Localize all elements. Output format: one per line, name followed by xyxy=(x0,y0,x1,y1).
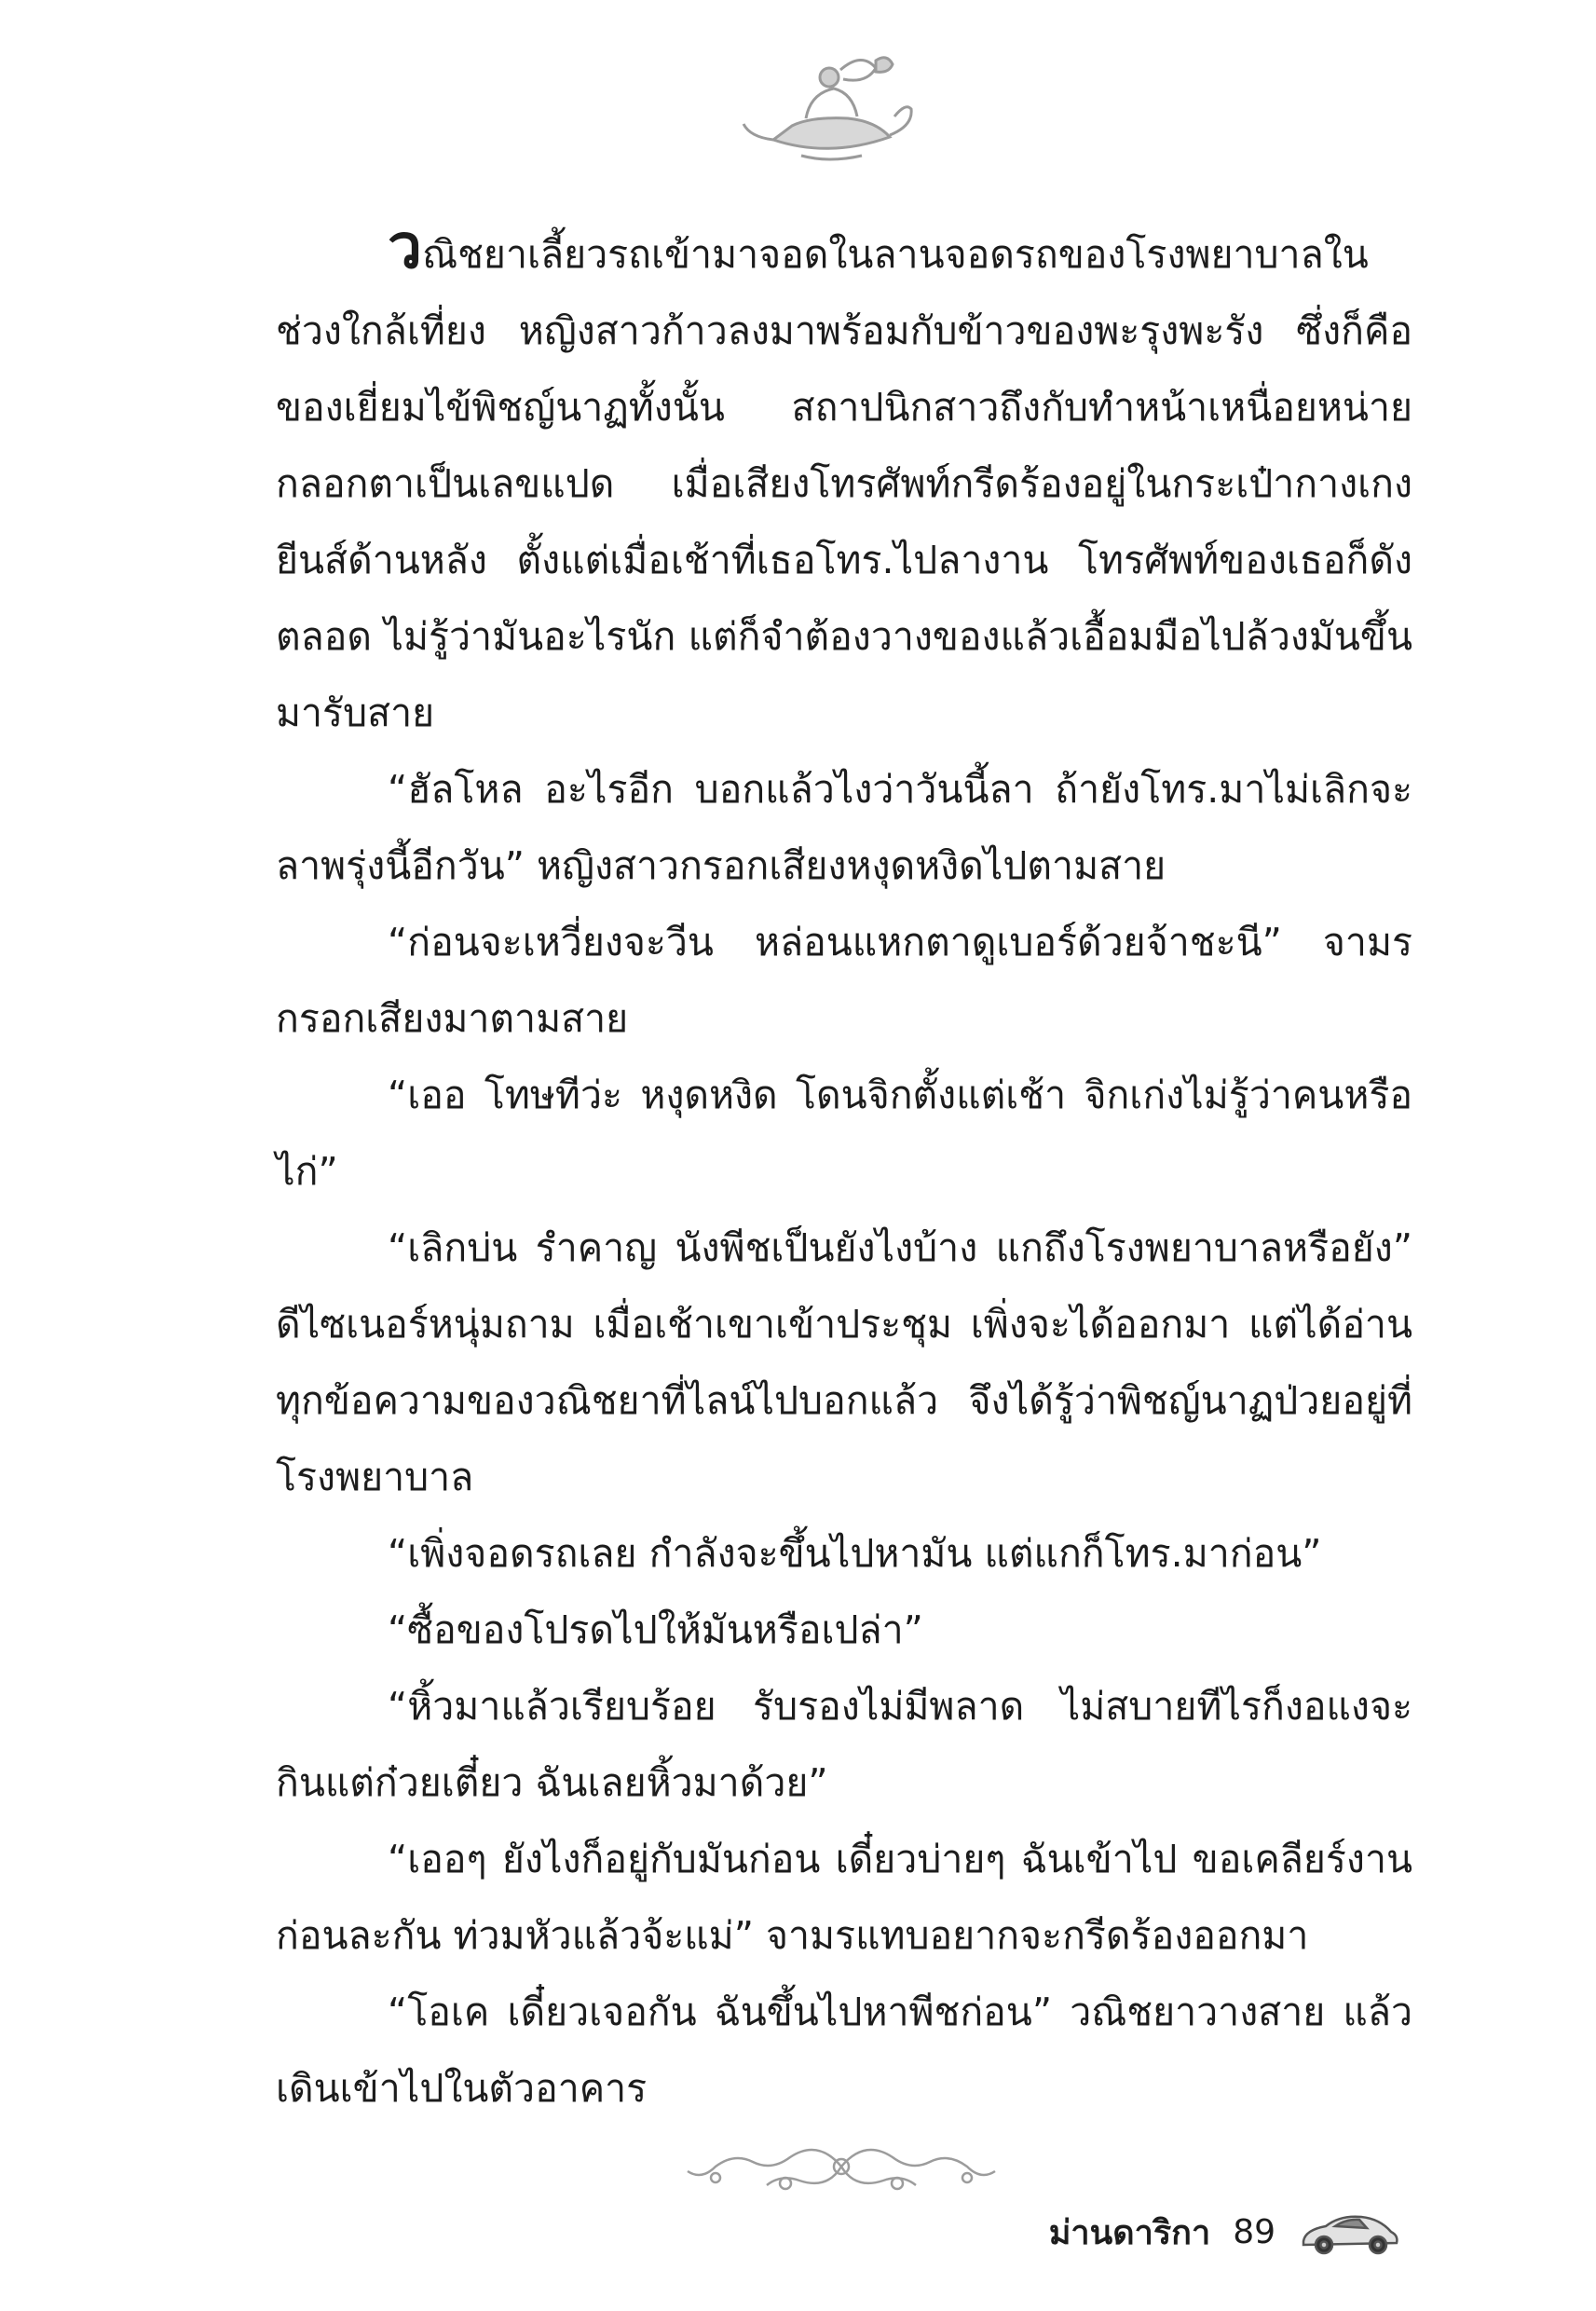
paragraph-7: “ซื้อของโปรดไปให้มันหรือเปล่า” xyxy=(388,1607,923,1652)
paragraph-2: “ฮัลโหล อะไรอีก บอกแล้วไงว่าวันนี้ลา ถ้ายังโทร.มาไม่เลิกจะลาพรุ่งนี้อีกวัน” หญิงสาวกรอกเสียงหงุดหงิดไปตามสาย xyxy=(276,767,1412,888)
paragraph-4: “เออ โทษทีว่ะ หงุดหงิด โดนจิกตั้งแต่เช้า จิกเก่งไม่รู้ว่าคนหรือไก่” xyxy=(276,1073,1412,1194)
paragraph-9: “เออๆ ยังไงก็อยู่กับมันก่อน เดี๋ยวบ่ายๆ ฉันเข้าไป ขอเคลียร์งานก่อนละกัน ท่วมหัวแล้วจ้ะแม่” จามรแทบอยากจะกรีดร้องออกมา xyxy=(276,1837,1412,1958)
floral-flourish-icon xyxy=(678,2129,1004,2204)
teapot-ornament-icon xyxy=(736,51,922,163)
paragraph-1: วณิชยาเลี้ยวรถเข้ามาจอดในลานจอดรถของโรงพยาบาลในช่วงใกล้เที่ยง หญิงสาวก้าวลงมาพร้อมกับข้าวของพะรุงพะรัง ซึ่งก็คือของเยี่ยมไข้พิชญ์นาฏทั้งนั้น สถาปนิกสาวถึงกับทำหน้าเหนื่อยหน่ายกลอกตาเป็นเลขแปด เมื่อเสียงโทรศัพท์กรีดร้องอยู่ในกระเป๋ากางเกงยีนส์ด้านหลัง ตั้งแต่เมื่อเช้าที่เธอโทร.ไปลางาน โทรศัพท์ของเธอก็ดังตลอด ไม่รู้ว่ามันอะไรนัก แต่ก็จำต้องวางของแล้วเอื้อมมือไปล้วงมันขึ้นมารับสาย xyxy=(276,211,1412,735)
drop-cap: ว xyxy=(388,211,423,282)
page-footer xyxy=(1049,2195,1400,2269)
paragraph-10: “โอเค เดี๋ยวเจอกัน ฉันขึ้นไปหาพีชก่อน” วณิชยาวางสาย แล้วเดินเข้าไปในตัวอาคาร xyxy=(276,1990,1412,2111)
paragraph-6: “เพิ่งจอดรถเลย กำลังจะขึ้นไปหามัน แต่แกก็โทร.มาก่อน” xyxy=(388,1531,1322,1576)
page-number: 89 xyxy=(1233,2212,1275,2251)
paragraph-3: “ก่อนจะเหวี่ยงจะวีน หล่อนแหกตาดูเบอร์ด้วยจ้าชะนี” จามรกรอกเสียงมาตามสาย xyxy=(276,920,1412,1041)
sports-car-icon xyxy=(1298,2204,1400,2260)
body-text xyxy=(276,211,1412,2126)
paragraph-5: “เลิกบ่น รำคาญ นังพีชเป็นยังไงบ้าง แกถึงโรงพยาบาลหรือยัง” ดีไซเนอร์หนุ่มถาม เมื่อเช้าเขาเข้าประชุม เพิ่งจะได้ออกมา แต่ได้อ่านทุกข้อความของวณิชยาที่ไลน์ไปบอกแล้ว จึงได้รู้ว่าพิชญ์นาฏป่วยอยู่ที่โรงพยาบาล xyxy=(276,1225,1412,1499)
paragraph-8: “หิ้วมาแล้วเรียบร้อย รับรองไม่มีพลาด ไม่สบายทีไรก็งอแงจะกินแต่ก๋วยเตี๋ยว ฉันเลยหิ้วมาด้วย” xyxy=(276,1684,1412,1805)
book-title: ม่านดาริกา xyxy=(1048,2213,1211,2252)
